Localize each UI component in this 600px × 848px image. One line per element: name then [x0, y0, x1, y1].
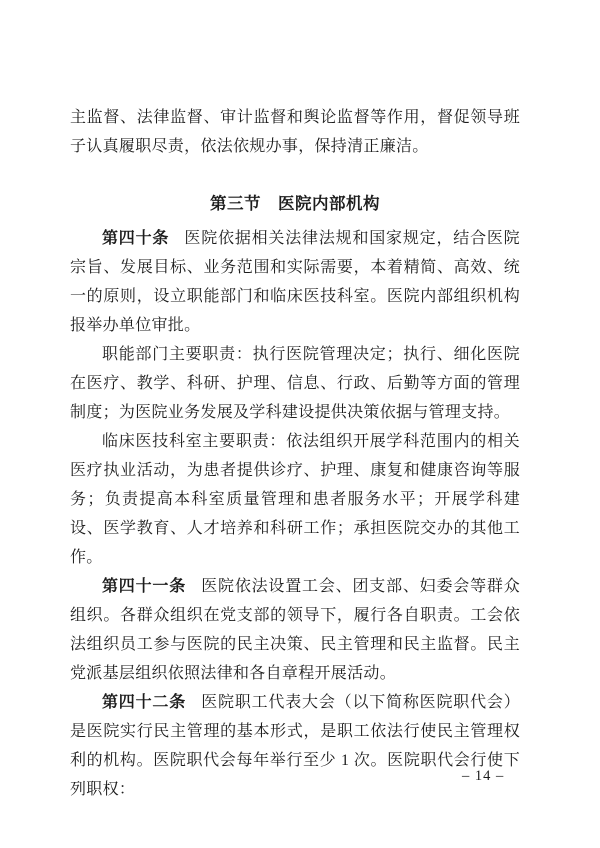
article-40-text: 医院依据相关法律法规和国家规定，结合医院宗旨、发展目标、业务范围和实际需要，本着精简、高效、统一的原则，设立职能部门和临床医技科室。医院内部组织机构报举办单位审批。	[70, 230, 520, 334]
functional-departments-paragraph: 职能部门主要职责：执行医院管理决定；执行、细化医院在医疗、教学、科研、护理、信息、行政、后勤等方面的管理制度；为医院业务发展及学科建设提供决策依据与管理支持。	[70, 346, 520, 421]
article-42-paragraph	[70, 688, 520, 804]
article-42-text: 医院职工代表大会（以下简称医院职代会）是医院实行民主管理的基本形式，是职工依法行使民主管理权利的机构。医院职代会每年举行至少 1 次。医院职代会行使下列职权：	[70, 694, 520, 798]
article-40-paragraph	[70, 224, 520, 340]
article-41-paragraph	[70, 572, 520, 688]
clinical-departments-paragraph: 临床医技科室主要职责：依法组织开展学科范围内的相关医疗执业活动，为患者提供诊疗、护理、康复和健康咨询等服务；负责提高本科室质量管理和患者服务水平；开展学科建设、医学教育、人才培养和科研工作；承担医院交办的其他工作。	[70, 433, 520, 566]
page-number: – 14 –	[462, 768, 505, 784]
article-42-number: 第四十二条	[102, 694, 187, 711]
paragraph-continuation: 主监督、法律监督、审计监督和舆论监督等作用，督促领导班子认真履职尽责，依法依规办事，保持清正廉洁。	[70, 109, 520, 155]
article-41-text: 医院依法设置工会、团支部、妇委会等群众组织。各群众组织在党支部的领导下，履行各自职责。工会依法组织员工参与医院的民主决策、民主管理和民主监督。民主党派基层组织依照法律和各自章程开展活动。	[70, 578, 520, 682]
article-40-number: 第四十条	[102, 230, 170, 247]
document-content	[70, 103, 520, 804]
article-41-number: 第四十一条	[102, 578, 187, 595]
section-heading: 第三节 医院内部机构	[210, 194, 380, 213]
